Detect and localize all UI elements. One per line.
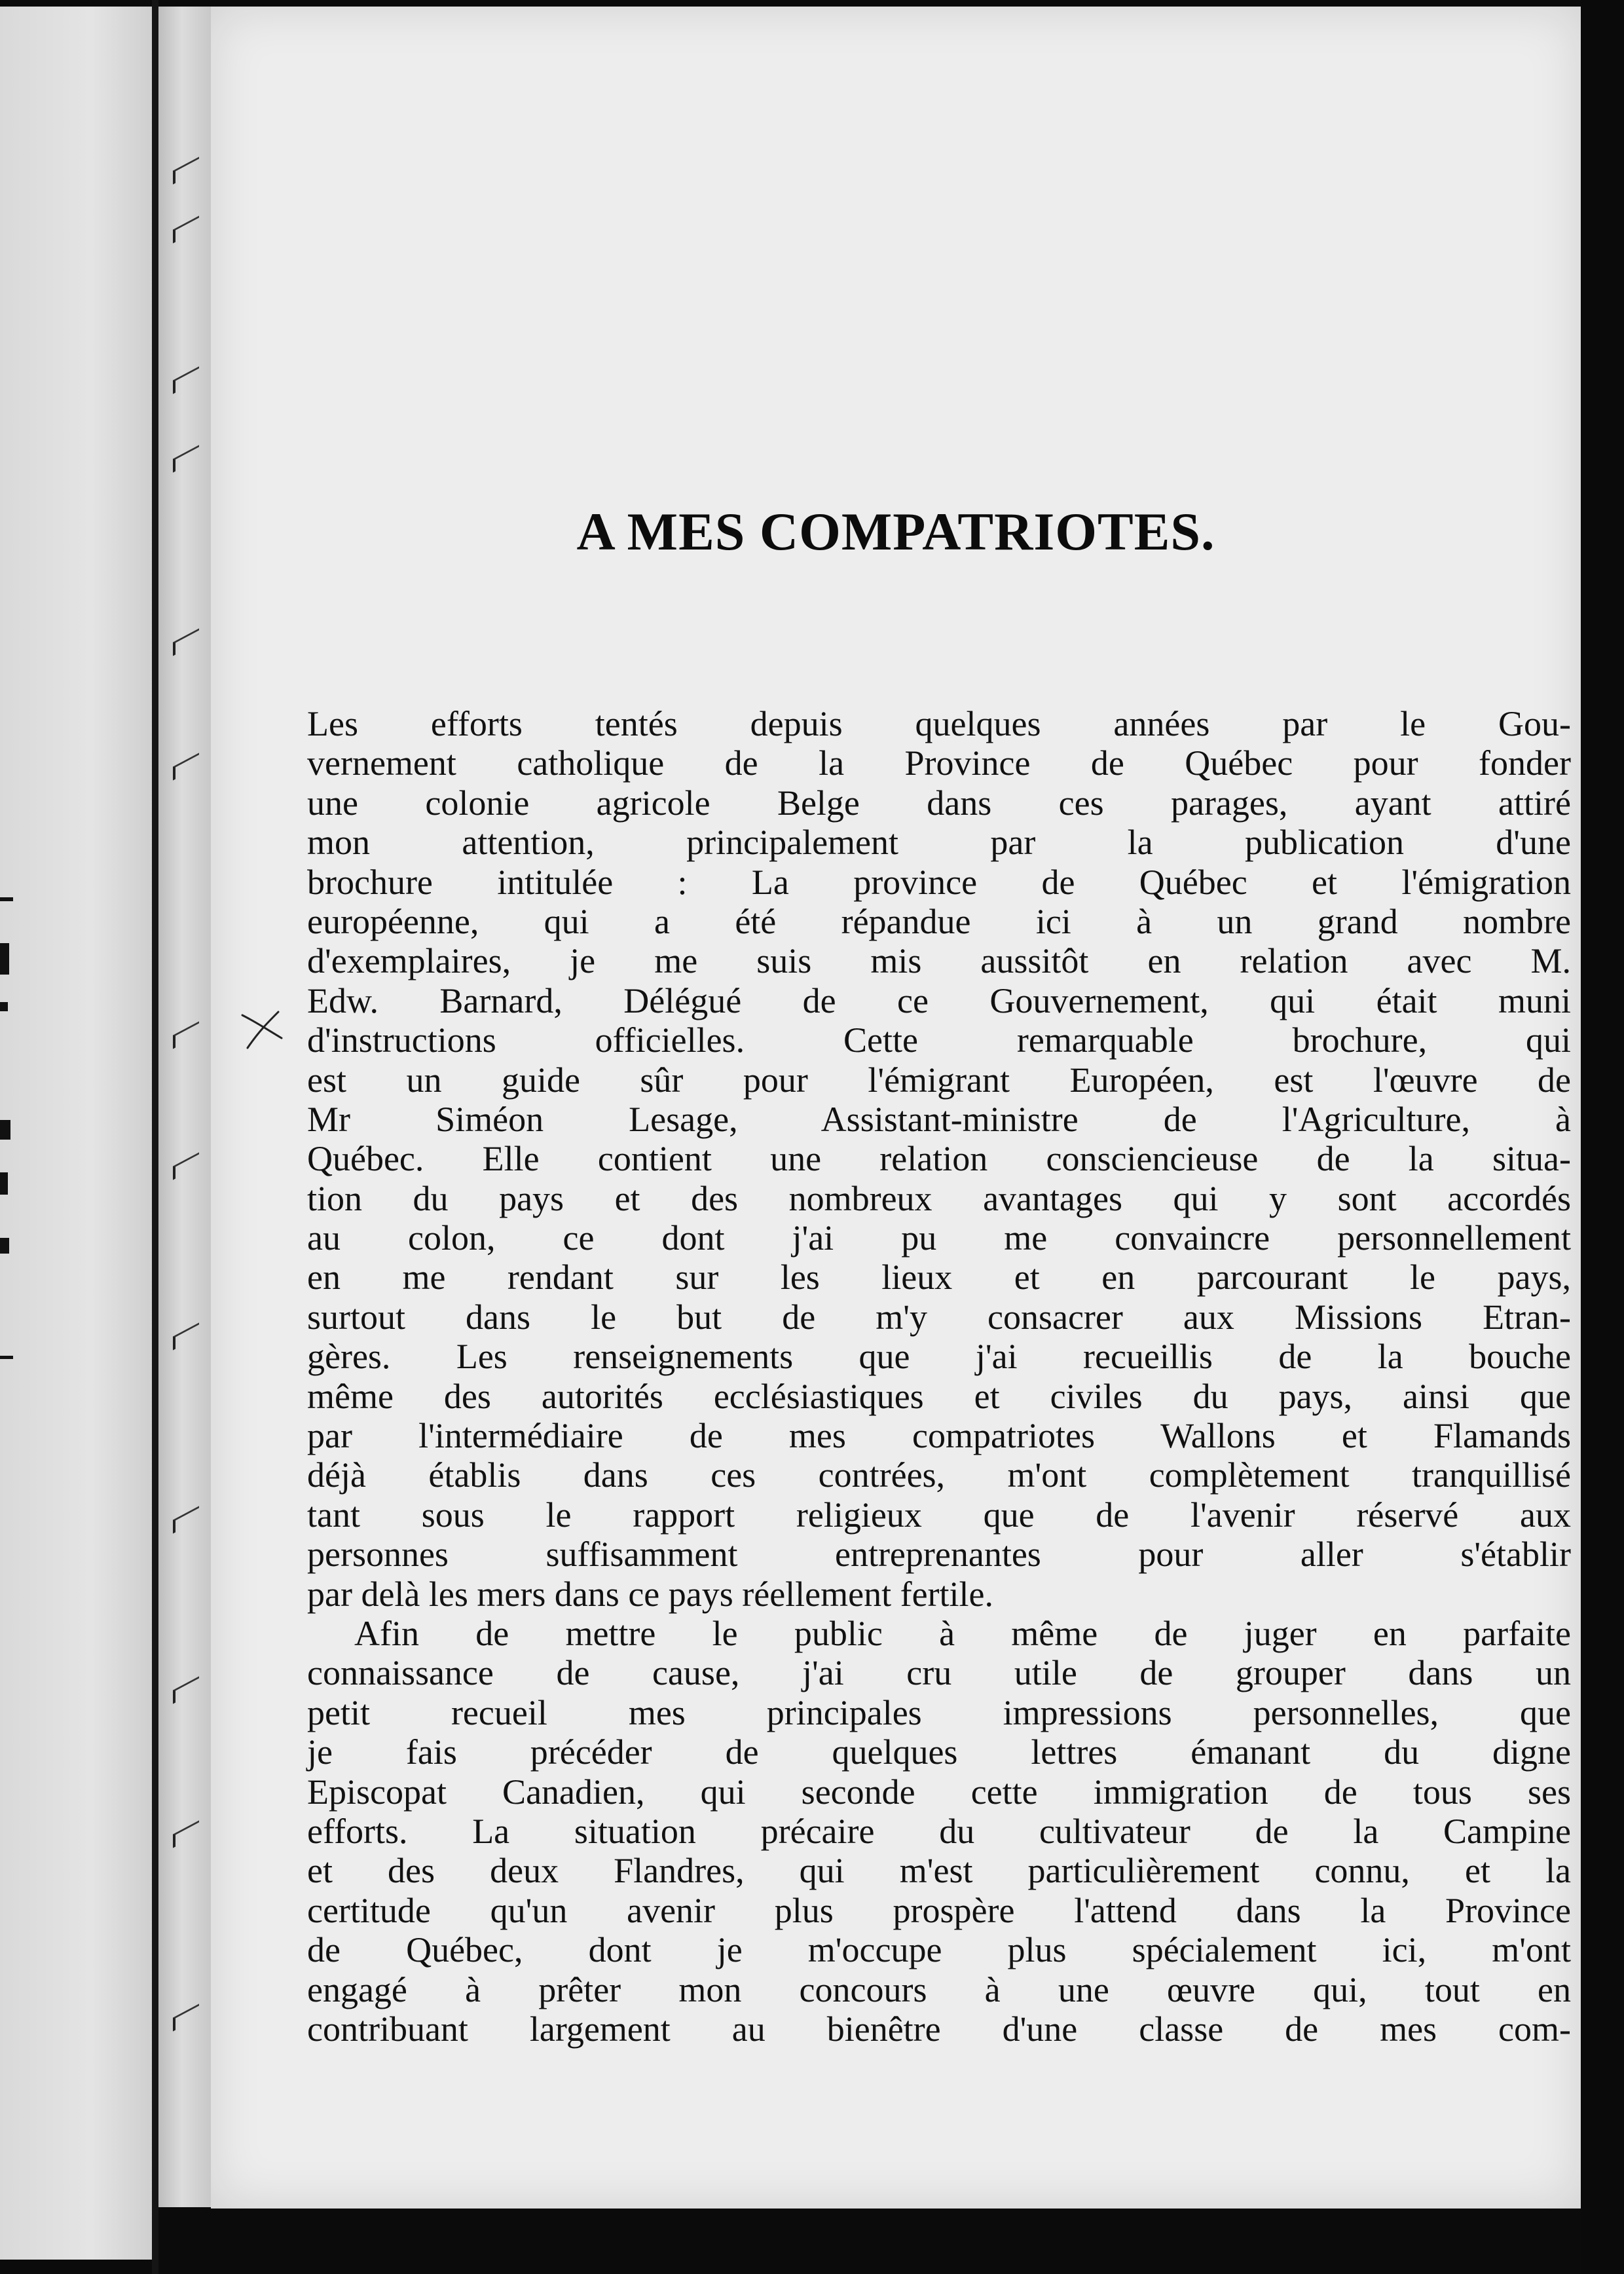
text-line: déjà établis dans ces contrées, m'ont complètement tranquillisé bbox=[307, 1455, 1571, 1495]
binding-stitch bbox=[173, 445, 199, 472]
facing-page-mark bbox=[0, 1172, 8, 1195]
binding-stitch bbox=[173, 366, 199, 394]
text-line: vernement catholique de la Province de Québec pour fonder bbox=[307, 743, 1571, 783]
text-line: Afin de mettre le public à même de juger en parfaite bbox=[354, 1613, 1571, 1653]
facing-page-mark bbox=[0, 943, 9, 975]
text-line: je fais précéder de quelques lettres émanant du digne bbox=[307, 1732, 1571, 1772]
binding-stitch bbox=[173, 1820, 199, 1848]
text-line: de Québec, dont je m'occupe plus spécialement ici, m'ont bbox=[307, 1930, 1571, 1970]
text-line: tion du pays et des nombreux avantages qui y sont accordés bbox=[307, 1178, 1571, 1218]
text-line: mon attention, principalement par la publication d'une bbox=[307, 823, 1571, 863]
text-line: tant sous le rapport religieux que de l'avenir réservé aux bbox=[307, 1495, 1571, 1535]
scan-right-border bbox=[1581, 0, 1624, 2274]
text-line: et des deux Flandres, qui m'est particulièrement connu, et la bbox=[307, 1851, 1571, 1891]
text-line: Episcopat Canadien, qui seconde cette immigration de tous ses bbox=[307, 1772, 1571, 1812]
facing-page-mark bbox=[0, 897, 13, 901]
book-page bbox=[211, 7, 1581, 2209]
text-line: par delà les mers dans ce pays réellement fertile. bbox=[307, 1574, 994, 1614]
binding-stitch bbox=[173, 753, 199, 780]
text-line: efforts. La situation précaire du cultivateur de la Campine bbox=[307, 1811, 1571, 1851]
binding-stitch bbox=[173, 1676, 199, 1704]
page-title: A MES COMPATRIOTES. bbox=[576, 502, 1215, 561]
stitched-binding bbox=[158, 7, 211, 2207]
binding-stitch bbox=[173, 1506, 199, 1533]
text-line: Québec. Elle contient une relation consciencieuse de la situa- bbox=[307, 1139, 1571, 1179]
gutter-shadow bbox=[152, 0, 158, 2274]
text-line: même des autorités ecclésiastiques et civiles du pays, ainsi que bbox=[307, 1376, 1571, 1416]
text-line: Mr Siméon Lesage, Assistant-ministre de l'Agriculture, à bbox=[307, 1099, 1571, 1139]
binding-stitch bbox=[173, 215, 199, 243]
facing-page-mark bbox=[0, 1002, 8, 1011]
text-line: Edw. Barnard, Délégué de ce Gouvernement, qui était muni bbox=[307, 980, 1571, 1020]
text-line: au colon, ce dont j'ai pu me convaincre personnellement bbox=[307, 1218, 1571, 1258]
binding-stitch bbox=[173, 2004, 199, 2031]
text-line: personnes suffisamment entreprenantes pour aller s'établir bbox=[307, 1535, 1571, 1575]
facing-page-mark bbox=[0, 1356, 13, 1359]
handwritten-cross-mark bbox=[236, 1002, 288, 1054]
body-text bbox=[307, 704, 1571, 2049]
text-line: gères. Les renseignements que j'ai recueillis de la bouche bbox=[307, 1337, 1571, 1377]
text-line: engagé à prêter mon concours à une œuvre qui, tout en bbox=[307, 1969, 1571, 2009]
facing-page-mark bbox=[0, 1238, 9, 1254]
text-line: brochure intitulée : La province de Québec et l'émigration bbox=[307, 862, 1571, 902]
facing-page-edge bbox=[0, 7, 152, 2260]
text-line: certitude qu'un avenir plus prospère l'attend dans la Province bbox=[307, 1890, 1571, 1930]
text-line: une colonie agricole Belge dans ces parages, ayant attiré bbox=[307, 783, 1571, 823]
text-line: européenne, qui a été répandue ici à un grand nombre bbox=[307, 901, 1571, 941]
binding-stitch bbox=[173, 1152, 199, 1180]
text-line: est un guide sûr pour l'émigrant Européen, est l'œuvre de bbox=[307, 1060, 1571, 1100]
binding-stitch bbox=[173, 628, 199, 656]
facing-page-mark bbox=[0, 1120, 10, 1140]
binding-stitch bbox=[173, 1322, 199, 1350]
binding-stitch bbox=[173, 157, 199, 184]
text-line: Les efforts tentés depuis quelques années par le Gou- bbox=[307, 704, 1571, 743]
text-line: petit recueil mes principales impressions personnelles, que bbox=[307, 1692, 1571, 1732]
text-line: contribuant largement au bienêtre d'une classe de mes com- bbox=[307, 2009, 1571, 2049]
text-line: par l'intermédiaire de mes compatriotes Wallons et Flamands bbox=[307, 1416, 1571, 1456]
text-line: d'instructions officielles. Cette remarquable brochure, qui bbox=[307, 1020, 1571, 1060]
binding-stitch bbox=[173, 1021, 199, 1049]
text-line: d'exemplaires, je me suis mis aussitôt en relation avec M. bbox=[307, 941, 1571, 981]
text-line: connaissance de cause, j'ai cru utile de grouper dans un bbox=[307, 1653, 1571, 1693]
text-line: en me rendant sur les lieux et en parcourant le pays, bbox=[307, 1258, 1571, 1297]
text-line: surtout dans le but de m'y consacrer aux Missions Etran- bbox=[307, 1297, 1571, 1337]
